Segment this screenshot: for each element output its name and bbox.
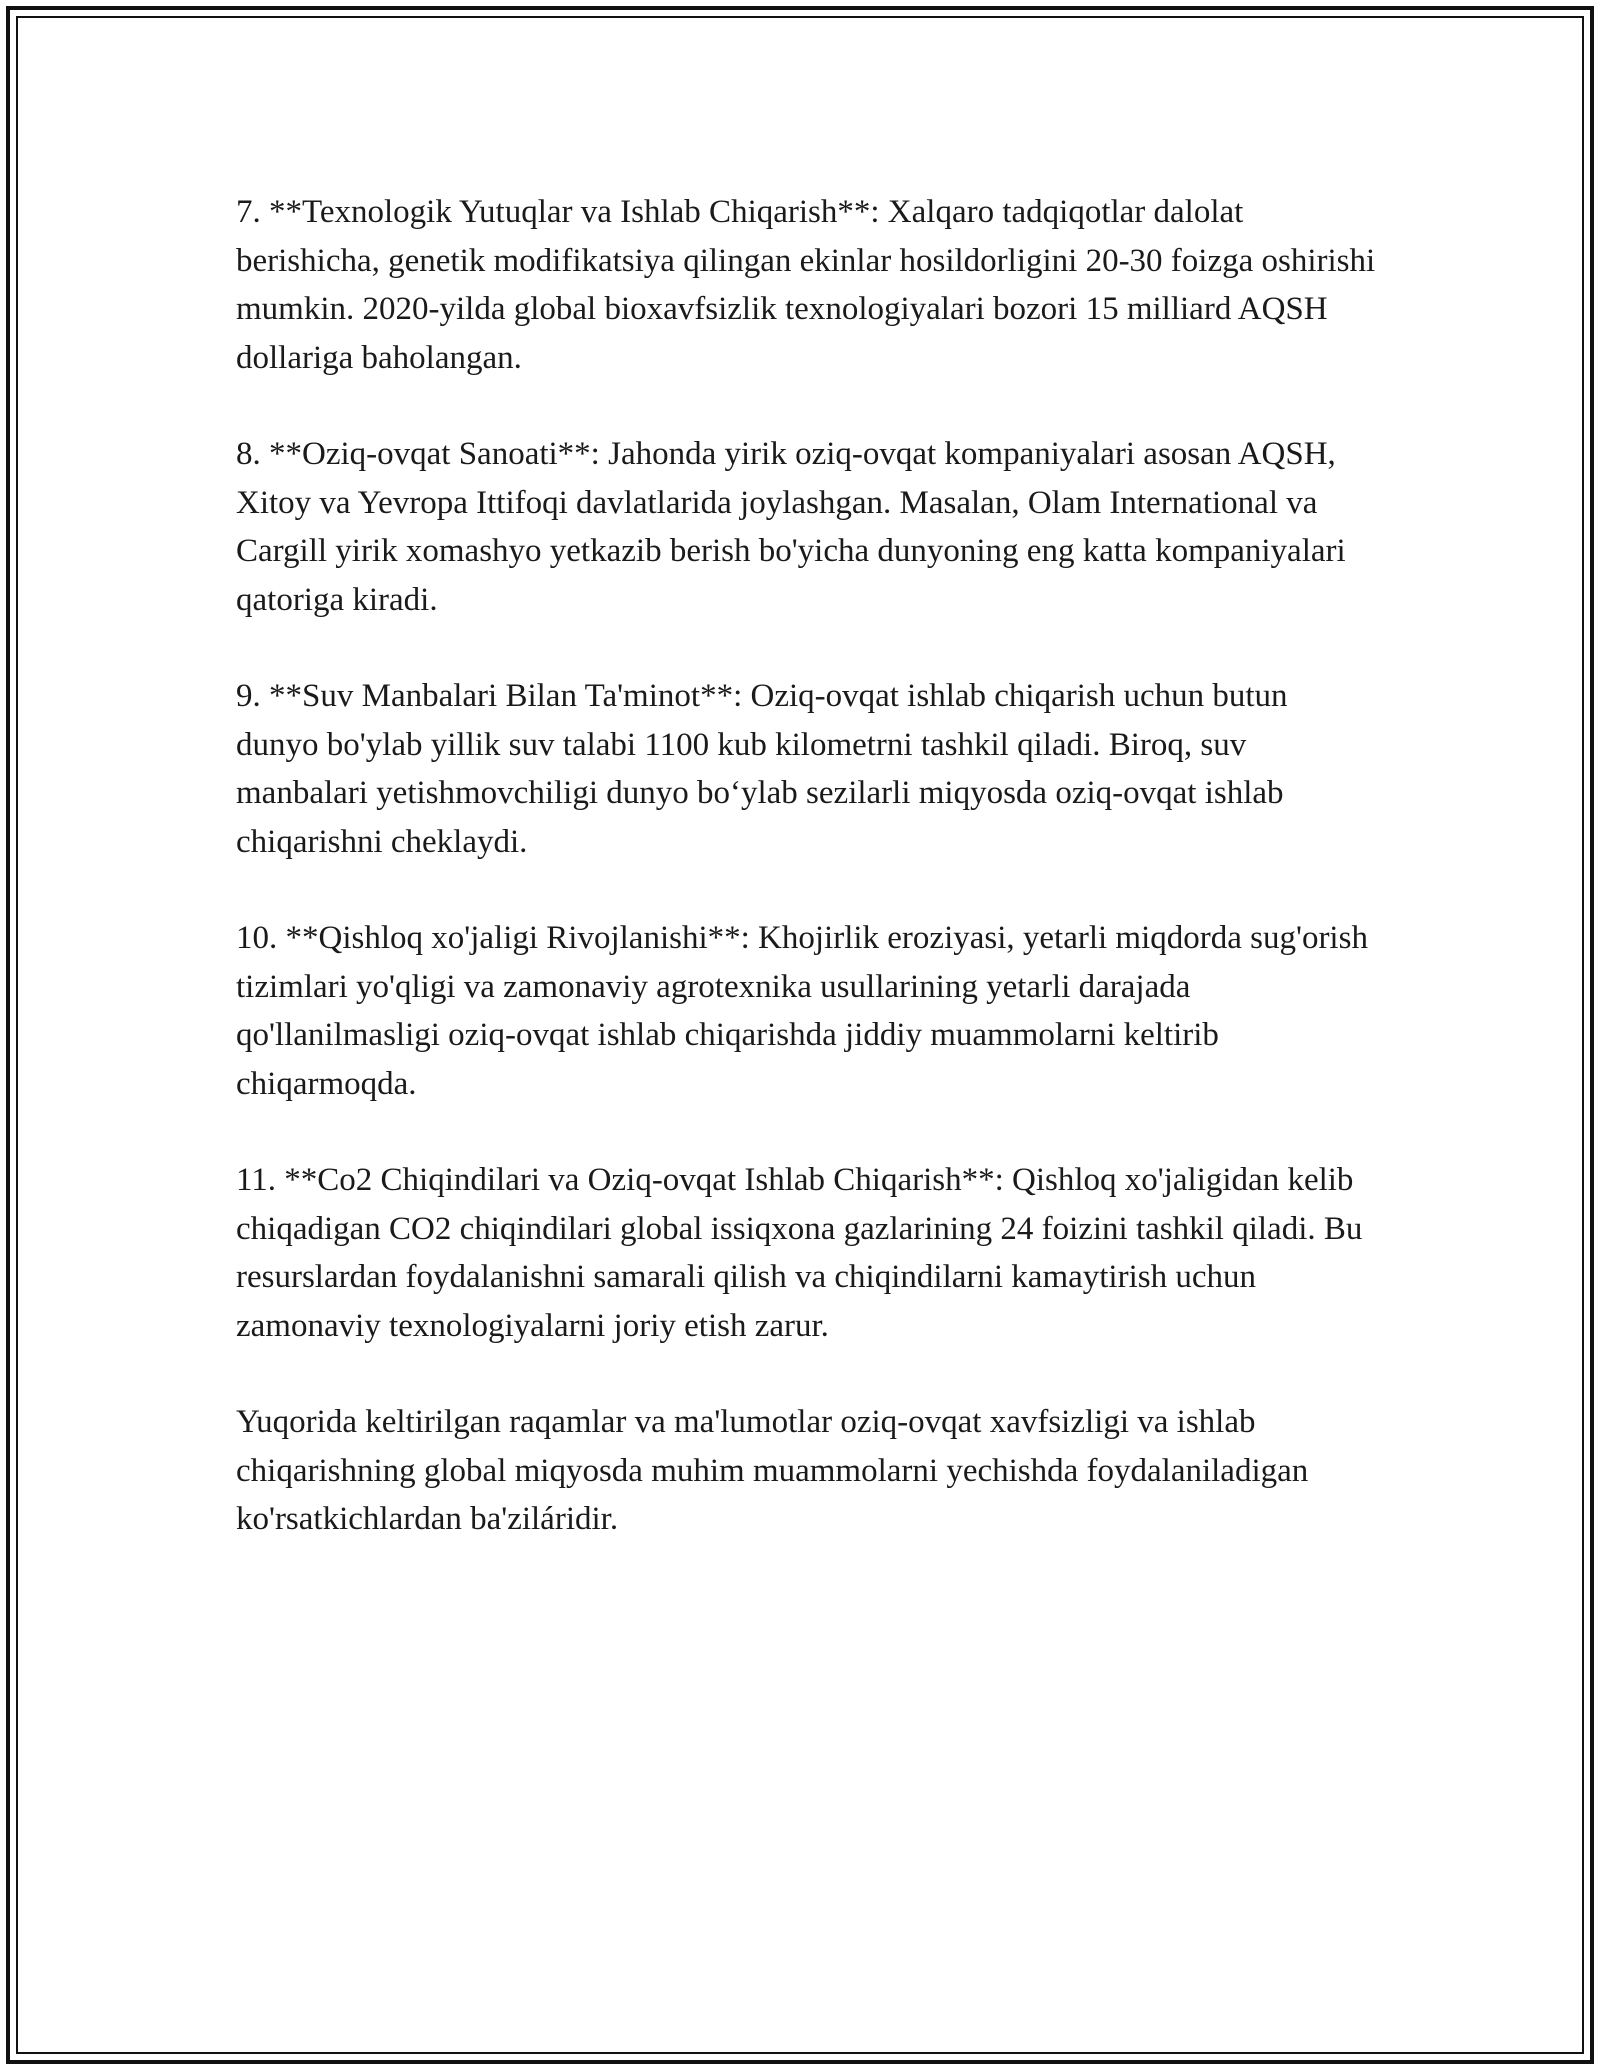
paragraph-item-10: 10. **Qishloq xo'jaligi Rivojlanishi**: Khojirlik eroziyasi, yetarli miqdorda sug'orish tizimlari yo'qligi va zamonaviy agrotexnika usullarining yetarli darajada qo'llanilmasligi oziq-ovqat ishlab chiqarishda jiddiy muammolarni keltirib chiqarmoqda. <box>236 920 1368 1102</box>
paragraph-conclusion: Yuqorida keltirilgan raqamlar va ma'lumotlar oziq-ovqat xavfsizligi va ishlab chiqarishning global miqyosda muhim muammolarni yechishda foydalaniladigan ko'rsatkichlardan ba'ziláridir. <box>236 1404 1309 1537</box>
paragraph-item-7: 7. **Texnologik Yutuqlar va Ishlab Chiqarish**: Xalqaro tadqiqotlar dalolat berishicha, genetik modifikatsiya qilingan ekinlar hosildorligini 20-30 foizga oshirishi mumkin. 2020-yilda global bioxavfsizlik texnologiyalari bozori 15 milliard AQSH dollariga baholangan. <box>236 194 1376 376</box>
paragraph-item-9: 9. **Suv Manbalari Bilan Ta'minot**: Oziq-ovqat ishlab chiqarish uchun butun dunyo bo'ylab yillik suv talabi 1100 kub kilometrni tashkil qiladi. Biroq, suv manbalari yetishmovchiligi dunyo bo‘ylab sezilarli miqyosda oziq-ovqat ishlab chiqarishni cheklaydi. <box>236 678 1288 860</box>
paragraph-item-8: 8. **Oziq-ovqat Sanoati**: Jahonda yirik oziq-ovqat kompaniyalari asosan AQSH, Xitoy va Yevropa Ittifoqi davlatlarida joylashgan. Masalan, Olam International va Cargill yirik xomashyo yetkazib berish bo'yicha dunyoning eng katta kompaniyalari qatoriga kiradi. <box>236 436 1346 618</box>
document-body <box>236 188 1376 1544</box>
paragraph-item-11: 11. **Co2 Chiqindilari va Oziq-ovqat Ishlab Chiqarish**: Qishloq xo'jaligidan kelib chiqadigan CO2 chiqindilari global issiqxona gazlarining 24 foizini tashkil qiladi. Bu resurslardan foydalanishni samarali qilish va chiqindilarni kamaytirish uchun zamonaviy texnologiyalarni joriy etish zarur. <box>236 1162 1363 1344</box>
